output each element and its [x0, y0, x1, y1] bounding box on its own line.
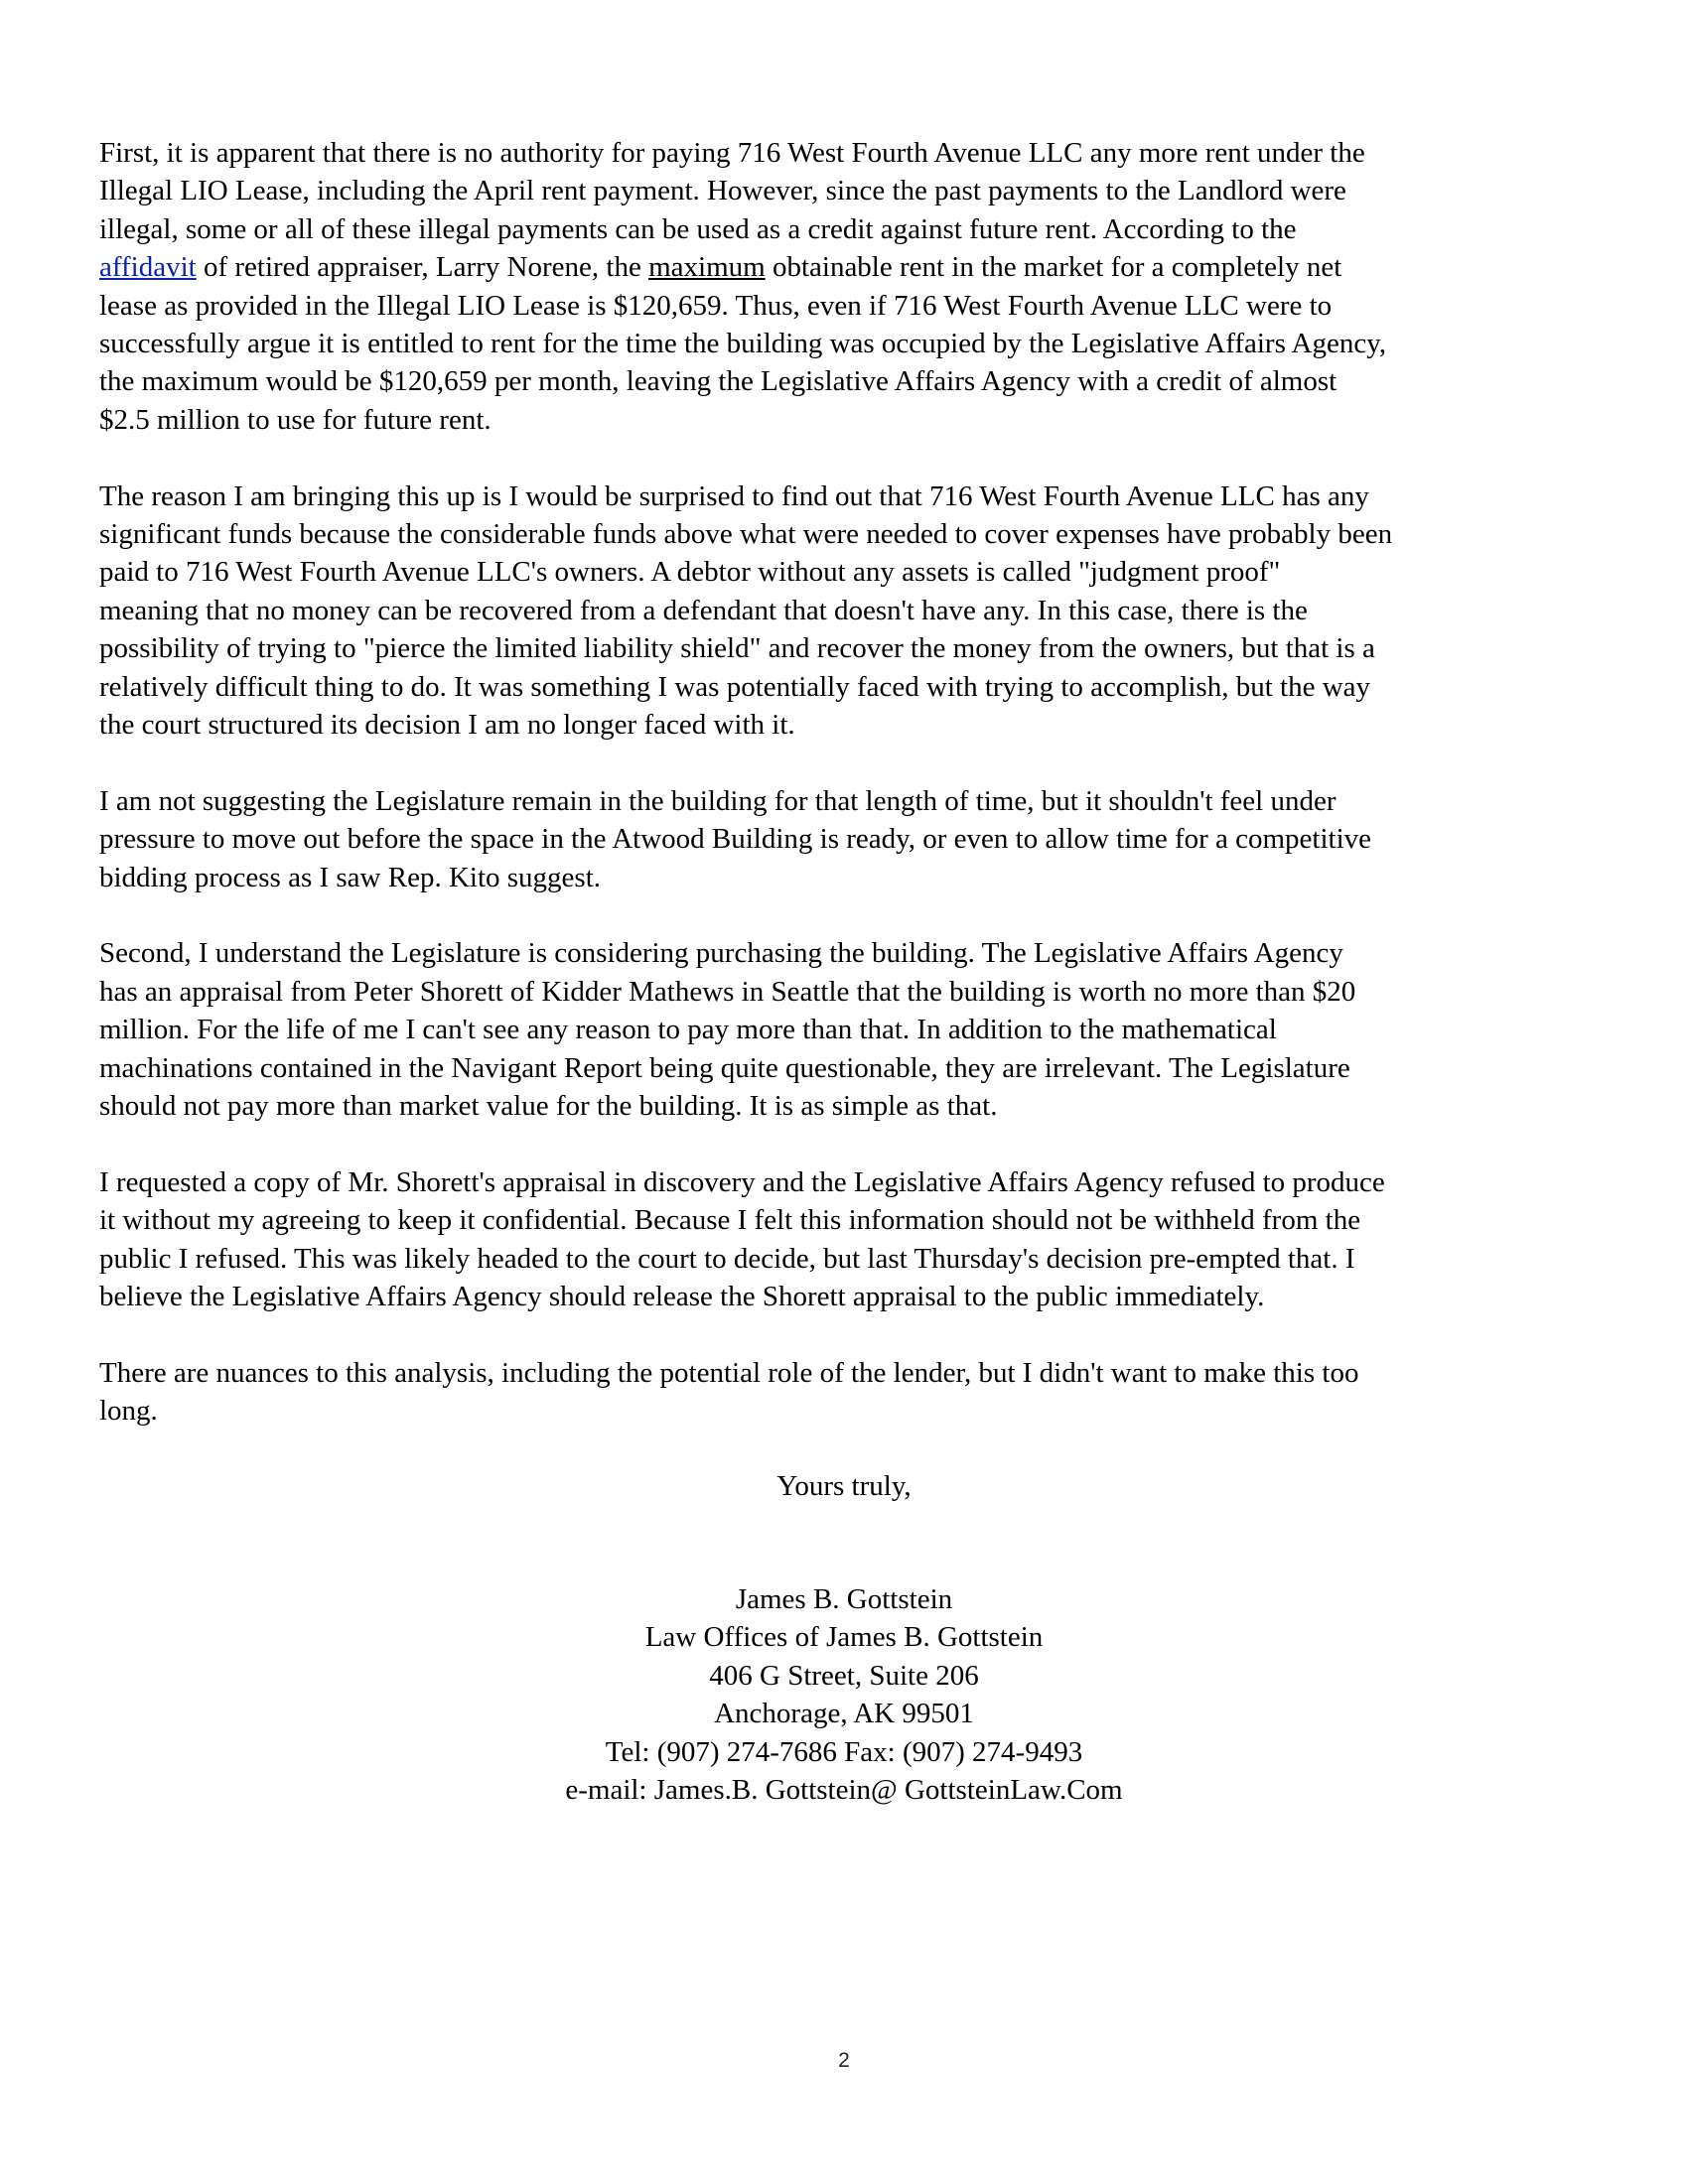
- signature-name: James B. Gottstein: [735, 1583, 953, 1615]
- page-number: 2: [838, 2049, 850, 2072]
- signature-firm: Law Offices of James B. Gottstein: [644, 1621, 1044, 1654]
- maximum-underlined-word: maximum: [648, 251, 766, 284]
- letter-body: [99, 134, 1589, 1468]
- paragraph-rent-credit-text-2: of retired appraiser, Larry Norene, the: [196, 251, 649, 284]
- closing-salutation: Yours truly,: [776, 1470, 912, 1502]
- signature-email: e-mail: James.B. Gottstein@ GottsteinLaw.Com: [565, 1774, 1123, 1807]
- paragraph-remain-in-building: I am not suggesting the Legislature remain in the building for that length of time, but it shouldn't feel under pressure to move out before the space in the Atwood Building is ready, or even to allow time for a competitive bidding process as I saw Rep. Kito suggest.: [99, 784, 1372, 893]
- signature-city: Anchorage, AK 99501: [714, 1698, 974, 1730]
- paragraph-rent-credit-text-1: First, it is apparent that there is no authority for paying 716 West Fourth Avenue LLC any more rent under the Illegal LIO Lease, including the April rent payment. However, since the past payments to the Landlord were illegal, some or all of these illegal payments can be used as a credit against future rent. According to the: [99, 137, 1365, 245]
- paragraph-nuances: There are nuances to this analysis, including the potential role of the lender, but I didn't want to make this too long.: [99, 1356, 1359, 1428]
- paragraph-judgment-proof: The reason I am bringing this up is I would be surprised to find out that 716 West Fourth Avenue LLC has any significant funds because the considerable funds above what were needed to cover expenses have probably been paid to 716 West Fourth Avenue LLC's owners. A debtor without any assets is called "judgment proof" meaning that no money can be recovered from a defendant that doesn't have any. In this case, there is the possibility of trying to "pierce the limited liability shield" and recover the money from the owners, but that is a relatively difficult thing to do. It was something I was potentially faced with trying to accomplish, but the way the court structured its decision I am no longer faced with it.: [99, 479, 1393, 742]
- paragraph-rent-credit: [99, 134, 1589, 439]
- signature-street: 406 G Street, Suite 206: [709, 1659, 979, 1692]
- closing-block: [99, 1467, 1589, 1505]
- signature-phone: Tel: (907) 274-7686 Fax: (907) 274-9493: [605, 1735, 1083, 1768]
- paragraph-purchase-building: Second, I understand the Legislature is considering purchasing the building. The Legislative Affairs Agency has an appraisal from Peter Shorett of Kidder Mathews in Seattle that the building is worth no more than $20 million. For the life of me I can't see any reason to pay more than that. In addition to the mathematical machinations contained in the Navigant Report being quite questionable, they are irrelevant. The Legislature should not pay more than market value for the building. It is as simple as that.: [99, 937, 1356, 1123]
- signature-block: [99, 1580, 1589, 1809]
- paragraph-rent-credit-text-3: obtainable rent in the market for a completely net lease as provided in the Illegal LIO Lease is $120,659. Thus, even if 716 West Fourth Avenue LLC were to successfully argue it is entitled to rent for the time the building was occupied by the Legislative Affairs Agency, the maximum would be $120,659 per month, leaving the Legislative Affairs Agency with a credit of almost $2.5 million to use for future rent.: [99, 251, 1387, 436]
- affidavit-link[interactable]: affidavit: [99, 251, 197, 284]
- paragraph-shorett-appraisal: I requested a copy of Mr. Shorett's appraisal in discovery and the Legislative Affairs Agency refused to produce it without my agreeing to keep it confidential. Because I felt this information should not be withheld from the public I refused. This was likely headed to the court to decide, but last Thursday's decision pre-empted that. I believe the Legislative Affairs Agency should release the Shorett appraisal to the public immediately.: [99, 1165, 1385, 1313]
